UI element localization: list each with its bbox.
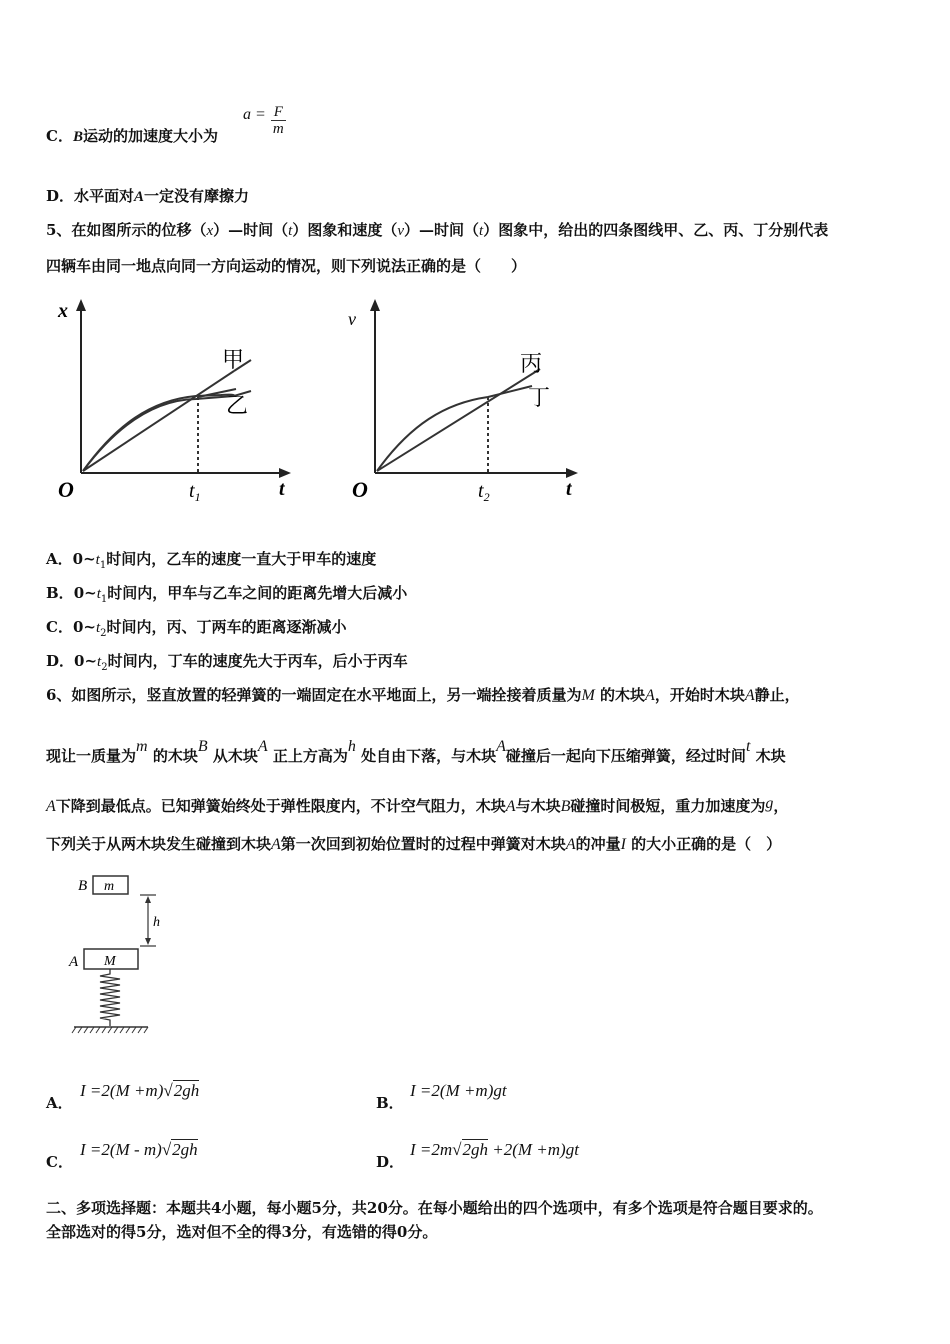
var-A: A — [46, 798, 56, 815]
var-x: x — [206, 223, 214, 239]
var-A: A — [257, 738, 268, 755]
text: ）图象中，给出的四条图线甲、乙、丙、丁分别代表 — [483, 221, 829, 239]
formula-root: 2gh — [462, 1140, 489, 1159]
x-axis-arrow — [279, 468, 291, 478]
q5-option-b — [46, 583, 407, 610]
text: ）图象和速度（ — [292, 221, 398, 239]
range: 0~ — [72, 618, 96, 636]
var-m: m — [136, 738, 148, 755]
var-t: t — [95, 620, 101, 636]
label-jia: 甲 — [222, 347, 245, 372]
q5-graph-xt — [46, 295, 296, 505]
h-arrow-down — [145, 938, 151, 945]
block-b-label: m — [104, 879, 115, 894]
q5-option-a — [46, 549, 376, 576]
q5-option-c — [46, 617, 347, 644]
range: 0~ — [72, 550, 96, 568]
tick-t: t — [478, 480, 484, 502]
text: 从木块 — [212, 747, 258, 765]
option-text: 一定没有摩擦力 — [144, 187, 250, 205]
formula-text: I =2m — [410, 1140, 453, 1159]
option-label: D． — [46, 652, 75, 670]
option-label: D． — [46, 187, 75, 205]
section-2-heading-line-2: 全部选对的得5分，选对但不全的得3分，有选错的得0分。 — [46, 1223, 438, 1241]
text: 下降到最低点。已知弹簧始终处于弹性限度内，不计空气阻力，木块 — [55, 797, 506, 815]
q4-option-d — [46, 186, 249, 207]
label-ding: 丁 — [528, 385, 551, 410]
fraction-denominator: m — [272, 121, 284, 137]
sub: 2 — [100, 628, 107, 639]
text: 碰撞时间极短，重力加速度为 — [570, 797, 766, 815]
option-label: B． — [46, 584, 74, 602]
q5-option-d — [46, 651, 408, 678]
tick-t: t — [189, 480, 195, 502]
range: 0~ — [73, 584, 97, 602]
option-label: A． — [46, 550, 73, 568]
text: 处自由下落，与木块 — [361, 747, 497, 765]
label-a: A — [69, 954, 79, 970]
var-t: t — [96, 586, 101, 602]
text: ，开始时木块 — [654, 686, 745, 704]
text: 现让一质量为 — [46, 747, 137, 765]
block-a-label: M — [104, 954, 116, 969]
label-b: B — [78, 878, 88, 894]
option-text: 水平面对 — [74, 187, 135, 205]
origin-label: O — [352, 477, 368, 502]
fraction-numerator: F — [271, 104, 286, 121]
ground-hatch — [72, 1027, 148, 1033]
var-t: t — [745, 738, 751, 755]
text: ）—时间（ — [213, 221, 289, 239]
var-A: A — [271, 836, 281, 853]
q6-stem-line-4 — [46, 834, 781, 855]
var-A: A — [645, 687, 655, 704]
sub: 1 — [99, 560, 107, 571]
fraction — [271, 104, 286, 137]
option-label: C． — [46, 127, 73, 145]
text: 5、在如图所示的位移（ — [46, 221, 207, 239]
text: 与木块 — [515, 797, 561, 815]
var-A: A — [496, 738, 506, 755]
q5-graph-vt — [340, 295, 590, 505]
option-text: 时间内，丁车的速度先大于丙车，后小于丙车 — [107, 652, 408, 670]
sub: 2 — [101, 662, 108, 673]
x-axis-arrow — [566, 468, 578, 478]
var-a: A — [134, 189, 145, 205]
text: ）—时间（ — [404, 221, 480, 239]
var-M: M — [581, 687, 595, 704]
var-b: B — [72, 129, 83, 145]
formula-text: +2(M +m)gt — [492, 1140, 579, 1159]
option-text: 时间内，丙、丁两车的距离逐渐减小 — [106, 618, 347, 636]
label-yi: 乙 — [226, 393, 249, 418]
y-axis-label: v — [348, 309, 356, 329]
var-A: A — [505, 798, 516, 815]
formula-lhs: a = — [243, 106, 266, 123]
q6-option-c-label: C． — [46, 1153, 73, 1171]
option-text: 时间内，甲车与乙车之间的距离先增大后减小 — [107, 584, 408, 602]
q6-spring-figure — [60, 870, 170, 1040]
tick-sub: 2 — [483, 490, 490, 504]
q5-stem-line-1 — [46, 220, 828, 241]
q6-option-b-formula — [410, 1081, 507, 1101]
q6-option-b-label: B． — [376, 1094, 404, 1112]
spring — [100, 969, 120, 1026]
tick-sub: 1 — [194, 490, 201, 504]
formula-text: I =2(M - m) — [80, 1140, 162, 1159]
text: 的大小正确的是（ ） — [631, 835, 782, 853]
y-axis-arrow — [370, 299, 380, 311]
origin-label: O — [58, 477, 74, 502]
formula-root: 2gh — [173, 1081, 200, 1100]
x-axis-label: t — [566, 478, 572, 500]
var-h: h — [347, 738, 356, 755]
q6-option-c-formula: I =2(M - m)√2gh — [80, 1140, 198, 1159]
var-B: B — [197, 738, 208, 755]
text: 的冲量 — [575, 835, 621, 853]
var-B: B — [560, 798, 571, 815]
q6-option-d-label: D． — [376, 1153, 405, 1171]
text: 6、如图所示，竖直放置的轻弹簧的一端固定在水平地面上，另一端拴接着质量为 — [46, 686, 582, 704]
q4-option-c — [46, 126, 218, 147]
var-I: I — [620, 836, 626, 853]
line-bing — [377, 369, 540, 471]
y-axis-label: x — [58, 300, 68, 322]
line-jia — [83, 371, 234, 471]
var-t: t — [95, 552, 100, 568]
text: 碰撞后一起向下压缩弹簧，经过时间 — [505, 747, 746, 765]
label-bing: 丙 — [520, 351, 543, 376]
text: ， — [773, 797, 789, 815]
curve-yi-body — [83, 395, 234, 471]
var-g: g — [765, 795, 774, 812]
tick-t2 — [478, 480, 490, 504]
tick-t1 — [189, 480, 201, 504]
sub: 1 — [100, 594, 108, 605]
var-A: A — [744, 687, 755, 704]
q4-option-c-formula — [243, 104, 286, 137]
option-label: C． — [46, 618, 73, 636]
label-h: h — [153, 915, 160, 930]
formula-text: I =2(M +m) — [80, 1081, 164, 1100]
range: 0~ — [74, 652, 98, 670]
text: 正上方高为 — [272, 747, 348, 765]
q6-option-a-label: A． — [46, 1094, 73, 1112]
text: 下列关于从两木块发生碰撞到木块 — [46, 835, 272, 853]
text: 第一次回到初始位置时的过程中弹簧对木块 — [280, 835, 566, 853]
h-arrow-up — [145, 896, 151, 903]
text: 的木块 — [600, 686, 646, 704]
text: 的木块 — [152, 747, 198, 765]
var-t: t — [97, 654, 102, 670]
text: 静止， — [754, 686, 800, 704]
formula-text: I =2(M +m)gt — [410, 1081, 507, 1100]
q6-stem-line-1 — [46, 685, 800, 706]
y-axis-arrow — [76, 299, 86, 311]
q6-stem-line-2 — [46, 738, 786, 767]
option-text: 时间内，乙车的速度一直大于甲车的速度 — [106, 550, 377, 568]
formula-root: 2gh — [172, 1140, 198, 1159]
var-A: A — [565, 836, 576, 853]
var-t: t — [288, 223, 293, 239]
q6-option-a-formula: I =2(M +m)√2gh — [80, 1081, 200, 1100]
q6-option-d-formula: I =2m√2gh +2(M +m)gt — [410, 1140, 579, 1159]
text: 木块 — [755, 747, 786, 765]
q5-stem-line-2: 四辆车由同一地点向同一方向运动的情况，则下列说法正确的是（ ） — [46, 257, 527, 275]
var-t: t — [479, 223, 484, 239]
var-v: v — [397, 223, 404, 239]
q6-stem-line-3 — [46, 796, 788, 817]
section-2-heading-line-1: 二、多项选择题：本题共4小题，每小题5分，共20分。在每小题给出的四个选项中，有多个选项是符合题目要求的。 — [46, 1199, 823, 1217]
x-axis-label: t — [279, 478, 285, 500]
option-text: 运动的加速度大小为 — [82, 127, 218, 145]
